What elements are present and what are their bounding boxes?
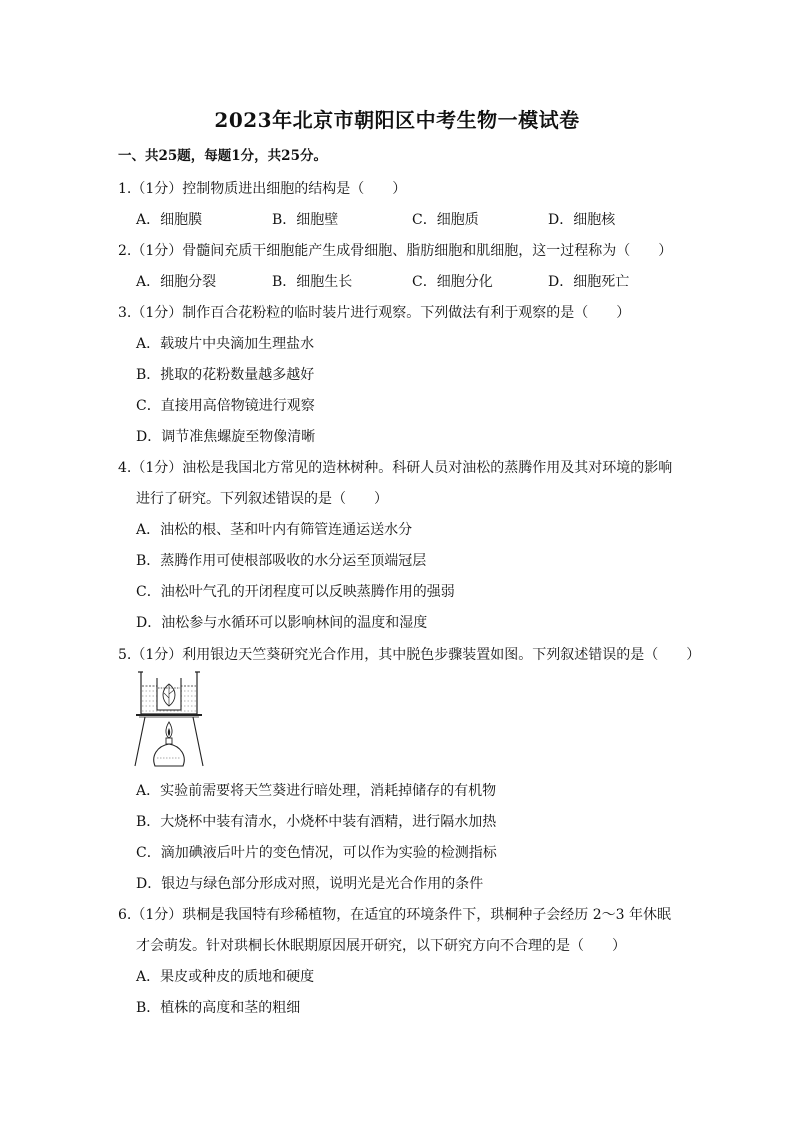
question-4-option-d: D．油松参与水循环可以影响林间的温度和湿度 <box>136 615 428 631</box>
water-bath-decolorization-figure <box>133 664 205 770</box>
question-3-option-b: B．挑取的花粉数量越多越好 <box>136 367 315 383</box>
question-5-option-b: B．大烧杯中装有清水，小烧杯中装有酒精，进行隔水加热 <box>136 814 497 830</box>
question-4-stem-continued: 进行了研究。下列叙述错误的是（ ） <box>136 491 388 507</box>
question-3-option-c: C．直接用高倍物镜进行观察 <box>136 398 315 414</box>
question-1-stem: 1.（1分）控制物质进出细胞的结构是（ ） <box>118 181 407 197</box>
question-5-stem: 5.（1分）利用银边天竺葵研究光合作用，其中脱色步骤装置如图。下列叙述错误的是（ ） <box>118 647 701 663</box>
question-3-stem: 3.（1分）制作百合花粉粒的临时装片进行观察。下列做法有利于观察的是（ ） <box>118 305 631 321</box>
question-3-option-a: A．载玻片中央滴加生理盐水 <box>136 336 315 352</box>
question-1-option-c: C．细胞质 <box>412 212 479 228</box>
question-5-option-a: A．实验前需要将天竺葵进行暗处理，消耗掉储存的有机物 <box>136 783 497 799</box>
question-3-option-d: D．调节准焦螺旋至物像清晰 <box>136 429 316 445</box>
question-5-option-c: C．滴加碘液后叶片的变色情况，可以作为实验的检测指标 <box>136 845 497 861</box>
question-1-option-b: B．细胞壁 <box>272 212 339 228</box>
question-2-option-c: C．细胞分化 <box>412 274 493 290</box>
question-2-stem: 2.（1分）骨髓间充质干细胞能产生成骨细胞、脂肪细胞和肌细胞，这一过程称为（ ） <box>118 243 673 259</box>
question-6-option-b: B．植株的高度和茎的粗细 <box>136 1000 301 1016</box>
question-4-option-b: B．蒸腾作用可使根部吸收的水分运至顶端冠层 <box>136 553 427 569</box>
question-4-option-a: A．油松的根、茎和叶内有筛管连通运送水分 <box>136 522 413 538</box>
question-5-option-d: D．银边与绿色部分形成对照，说明光是光合作用的条件 <box>136 876 484 892</box>
section-heading: 一、共25题，每题1分，共25分。 <box>118 148 327 164</box>
question-2-option-a: A．细胞分裂 <box>136 274 217 290</box>
question-6-stem-continued: 才会萌发。针对珙桐长休眠期原因展开研究，以下研究方向不合理的是（ ） <box>136 938 626 954</box>
question-2-option-d: D．细胞死亡 <box>548 274 630 290</box>
question-6-stem: 6.（1分）珙桐是我国特有珍稀植物，在适宜的环境条件下，珙桐种子会经历 2～3 年休眠 <box>118 907 671 923</box>
question-6-option-a: A．果皮或种皮的质地和硬度 <box>136 969 315 985</box>
question-1-option-d: D．细胞核 <box>548 212 616 228</box>
question-1-option-a: A．细胞膜 <box>136 212 203 228</box>
question-4-stem: 4.（1分）油松是我国北方常见的造林树种。科研人员对油松的蒸腾作用及其对环境的影响 <box>118 460 673 476</box>
page-title: 2023年北京市朝阳区中考生物一模试卷 <box>214 108 580 132</box>
question-2-option-b: B．细胞生长 <box>272 274 353 290</box>
question-4-option-c: C．油松叶气孔的开闭程度可以反映蒸腾作用的强弱 <box>136 584 455 600</box>
